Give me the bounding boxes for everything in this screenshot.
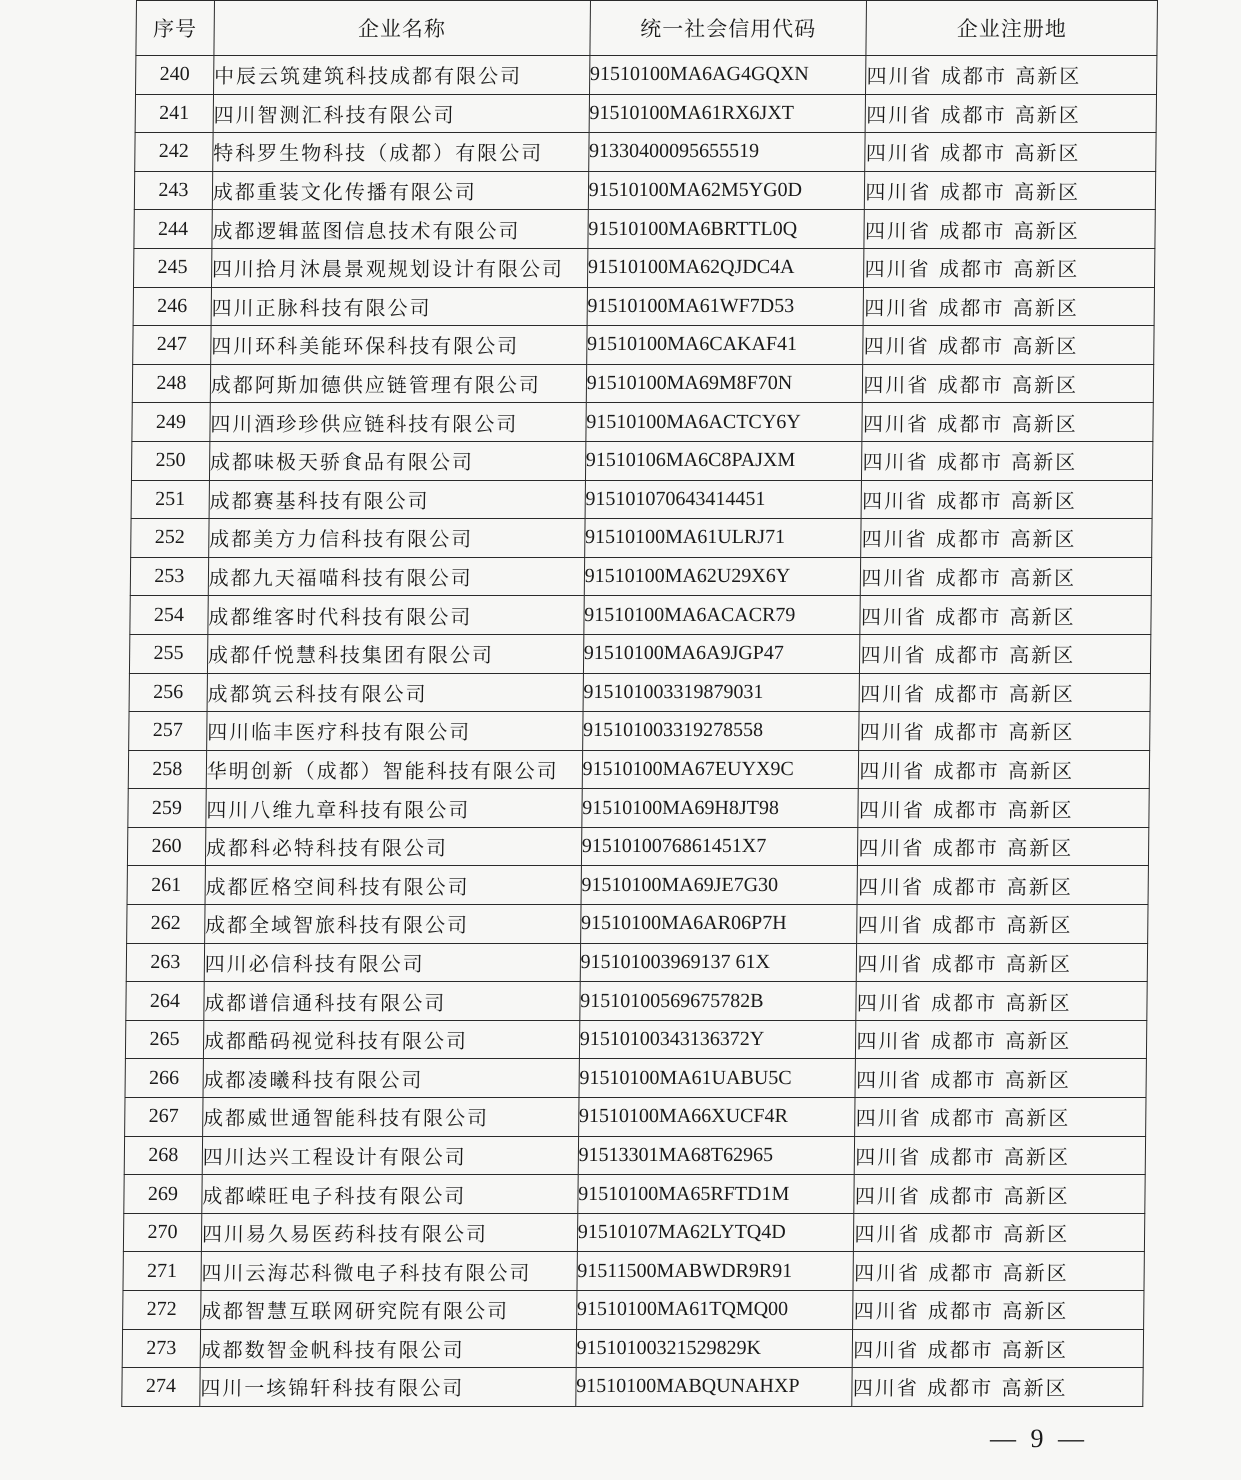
row-company-name: 四川临丰医疗科技有限公司 <box>206 712 582 751</box>
row-credit-code: 91510107MA62LYTQ4D <box>577 1213 854 1252</box>
row-serial: 268 <box>124 1136 202 1175</box>
row-credit-code: 91510100MA69H8JT98 <box>582 789 859 828</box>
header-serial: 序号 <box>136 1 214 56</box>
row-registration-place: 四川省 成都市 高新区 <box>859 750 1150 789</box>
row-registration-place: 四川省 成都市 高新区 <box>853 1329 1144 1368</box>
row-company-name: 华明创新（成都）智能科技有限公司 <box>206 750 582 789</box>
row-company-name: 成都美方力信科技有限公司 <box>208 519 584 558</box>
row-serial: 245 <box>133 248 211 287</box>
row-registration-place: 四川省 成都市 高新区 <box>859 673 1150 712</box>
row-company-name: 四川易久易医药科技有限公司 <box>201 1213 577 1252</box>
table-row <box>131 480 1152 519</box>
row-company-name: 四川酒珍珍供应链科技有限公司 <box>210 403 586 442</box>
row-credit-code: 91510100MA61TQMQ00 <box>576 1291 853 1330</box>
table-row <box>127 866 1148 905</box>
row-serial: 243 <box>134 171 212 210</box>
row-registration-place: 四川省 成都市 高新区 <box>862 403 1153 442</box>
row-registration-place: 四川省 成都市 高新区 <box>856 982 1147 1021</box>
row-serial: 247 <box>133 326 211 365</box>
row-company-name: 成都维客时代科技有限公司 <box>208 596 584 635</box>
row-registration-place: 四川省 成都市 高新区 <box>860 634 1151 673</box>
table-row <box>130 596 1151 635</box>
table-row <box>124 1175 1145 1214</box>
table-row <box>130 557 1151 596</box>
table-row <box>126 943 1147 982</box>
table-row <box>122 1368 1143 1407</box>
row-serial: 270 <box>123 1213 201 1252</box>
row-company-name: 四川拾月沐晨景观规划设计有限公司 <box>211 248 587 287</box>
row-serial: 241 <box>135 94 213 133</box>
row-company-name: 成都智慧互联网研究院有限公司 <box>200 1291 576 1330</box>
row-serial: 252 <box>131 519 209 558</box>
table-row <box>134 210 1155 249</box>
table-row <box>132 403 1153 442</box>
row-registration-place: 四川省 成都市 高新区 <box>856 1020 1147 1059</box>
row-serial: 242 <box>135 133 213 172</box>
row-company-name: 成都逻辑蓝图信息技术有限公司 <box>212 210 588 249</box>
table-row <box>133 287 1154 326</box>
row-credit-code: 91513301MA68T62965 <box>578 1136 855 1175</box>
row-serial: 259 <box>128 789 206 828</box>
row-serial: 271 <box>123 1252 201 1291</box>
row-registration-place: 四川省 成都市 高新区 <box>857 943 1148 982</box>
table-row <box>129 712 1150 751</box>
table-row <box>131 519 1152 558</box>
row-serial: 249 <box>132 403 210 442</box>
row-credit-code: 915101003969137 61X <box>580 943 857 982</box>
row-company-name: 中辰云筑建筑科技成都有限公司 <box>213 56 589 95</box>
row-registration-place: 四川省 成都市 高新区 <box>864 210 1155 249</box>
row-credit-code: 9151010076861451X7 <box>581 827 858 866</box>
row-credit-code: 91510100MA6ACTCY6Y <box>586 403 863 442</box>
row-company-name: 四川云海芯科微电子科技有限公司 <box>201 1252 577 1291</box>
row-registration-place: 四川省 成都市 高新区 <box>861 519 1152 558</box>
row-company-name: 特科罗生物科技（成都）有限公司 <box>213 133 589 172</box>
row-serial: 266 <box>125 1059 203 1098</box>
row-registration-place: 四川省 成都市 高新区 <box>855 1059 1146 1098</box>
row-credit-code: 91510100321529829K <box>576 1329 853 1368</box>
row-company-name: 成都科必特科技有限公司 <box>205 827 581 866</box>
row-company-name: 四川环科美能环保科技有限公司 <box>210 326 586 365</box>
table-row <box>128 789 1149 828</box>
row-registration-place: 四川省 成都市 高新区 <box>857 866 1148 905</box>
row-company-name: 成都仟悦慧科技集团有限公司 <box>207 634 583 673</box>
row-registration-place: 四川省 成都市 高新区 <box>855 1136 1146 1175</box>
row-credit-code: 91510100MA6ACACR79 <box>584 596 861 635</box>
row-company-name: 成都阿斯加德供应链管理有限公司 <box>210 364 586 403</box>
row-serial: 256 <box>129 673 207 712</box>
table-row <box>127 827 1148 866</box>
row-registration-place: 四川省 成都市 高新区 <box>861 480 1152 519</box>
row-credit-code: 91510106MA6C8PAJXM <box>585 441 862 480</box>
row-registration-place: 四川省 成都市 高新区 <box>863 364 1154 403</box>
table-row <box>135 94 1156 133</box>
row-registration-place: 四川省 成都市 高新区 <box>855 1098 1146 1137</box>
row-credit-code: 91510100MA6CAKAF41 <box>586 326 863 365</box>
row-credit-code: 91510100MA62U29X6Y <box>584 557 861 596</box>
table-row <box>123 1291 1144 1330</box>
header-registration-place: 企业注册地 <box>866 1 1157 56</box>
row-registration-place: 四川省 成都市 高新区 <box>865 133 1156 172</box>
row-company-name: 成都筑云科技有限公司 <box>207 673 583 712</box>
row-company-name: 成都九天福喵科技有限公司 <box>208 557 584 596</box>
row-company-name: 成都重装文化传播有限公司 <box>212 171 588 210</box>
row-credit-code: 91510100MA61ULRJ71 <box>584 519 861 558</box>
row-company-name: 成都味极天骄食品有限公司 <box>209 441 585 480</box>
header-credit-code: 统一社会信用代码 <box>590 1 867 56</box>
table-row <box>124 1136 1145 1175</box>
row-registration-place: 四川省 成都市 高新区 <box>858 789 1149 828</box>
table-row <box>129 634 1150 673</box>
row-serial: 274 <box>122 1368 200 1407</box>
page-number: — 9 — <box>990 1424 1088 1453</box>
header-company-name: 企业名称 <box>214 1 590 56</box>
row-company-name: 四川一垓锦轩科技有限公司 <box>200 1368 576 1407</box>
row-serial: 251 <box>131 480 209 519</box>
row-company-name: 成都匠格空间科技有限公司 <box>205 866 581 905</box>
table-row <box>122 1329 1143 1368</box>
row-credit-code: 91510100MA6AR06P7H <box>580 905 857 944</box>
row-registration-place: 四川省 成都市 高新区 <box>854 1175 1145 1214</box>
row-company-name: 四川八维九章科技有限公司 <box>206 789 582 828</box>
table-row <box>128 750 1149 789</box>
row-serial: 240 <box>136 56 214 95</box>
row-serial: 273 <box>122 1329 200 1368</box>
row-registration-place: 四川省 成都市 高新区 <box>863 326 1154 365</box>
row-company-name: 成都全域智旅科技有限公司 <box>204 905 580 944</box>
row-registration-place: 四川省 成都市 高新区 <box>863 287 1154 326</box>
table-row <box>125 1020 1146 1059</box>
table-row <box>133 248 1154 287</box>
row-credit-code: 91510100569675782B <box>579 982 856 1021</box>
row-serial: 255 <box>129 634 207 673</box>
row-credit-code: 91330400095655519 <box>588 133 865 172</box>
row-registration-place: 四川省 成都市 高新区 <box>857 905 1148 944</box>
table-row <box>126 982 1147 1021</box>
row-credit-code: 91510100343136372Y <box>579 1020 856 1059</box>
row-credit-code: 91510100MA66XUCF4R <box>578 1098 855 1137</box>
row-credit-code: 91510100MA62M5YG0D <box>588 171 865 210</box>
row-registration-place: 四川省 成都市 高新区 <box>864 248 1155 287</box>
row-credit-code: 91510100MA69JE7G30 <box>581 866 858 905</box>
row-serial: 269 <box>124 1175 202 1214</box>
row-credit-code: 91510100MA61WF7D53 <box>587 287 864 326</box>
row-credit-code: 915101070643414451 <box>585 480 862 519</box>
row-company-name: 四川必信科技有限公司 <box>204 943 580 982</box>
row-serial: 260 <box>127 827 205 866</box>
row-credit-code: 91510100MA61UABU5C <box>579 1059 856 1098</box>
table-row <box>123 1252 1144 1291</box>
row-credit-code: 91510100MA6BRTTL0Q <box>588 210 865 249</box>
table-row <box>127 905 1148 944</box>
row-serial: 262 <box>127 905 205 944</box>
row-credit-code: 91510100MA62QJDC4A <box>587 248 864 287</box>
row-serial: 265 <box>125 1020 203 1059</box>
row-credit-code: 91510100MA69M8F70N <box>586 364 863 403</box>
row-registration-place: 四川省 成都市 高新区 <box>852 1368 1143 1407</box>
row-company-name: 成都嵘旺电子科技有限公司 <box>202 1175 578 1214</box>
row-credit-code: 91511500MABWDR9R91 <box>577 1252 854 1291</box>
row-company-name: 成都数智金帆科技有限公司 <box>200 1329 576 1368</box>
row-company-name: 四川正脉科技有限公司 <box>211 287 587 326</box>
row-credit-code: 91510100MA6AG4GQXN <box>589 56 866 95</box>
row-serial: 248 <box>132 364 210 403</box>
enterprise-table <box>121 0 1158 1407</box>
row-credit-code: 91510100MA67EUYX9C <box>582 750 859 789</box>
row-serial: 254 <box>130 596 208 635</box>
row-serial: 244 <box>134 210 212 249</box>
row-registration-place: 四川省 成都市 高新区 <box>865 94 1156 133</box>
row-registration-place: 四川省 成都市 高新区 <box>853 1252 1144 1291</box>
table-header-row <box>136 1 1158 56</box>
row-serial: 272 <box>123 1291 201 1330</box>
row-serial: 250 <box>131 441 209 480</box>
row-serial: 267 <box>125 1098 203 1137</box>
row-registration-place: 四川省 成都市 高新区 <box>854 1213 1145 1252</box>
row-company-name: 四川达兴工程设计有限公司 <box>202 1136 578 1175</box>
table-row <box>125 1059 1146 1098</box>
row-credit-code: 915101003319278558 <box>582 712 859 751</box>
row-serial: 257 <box>129 712 207 751</box>
table-row <box>134 171 1155 210</box>
row-company-name: 成都酷码视觉科技有限公司 <box>203 1020 579 1059</box>
table-row <box>133 326 1154 365</box>
row-company-name: 成都赛基科技有限公司 <box>209 480 585 519</box>
row-company-name: 成都凌曦科技有限公司 <box>203 1059 579 1098</box>
row-registration-place: 四川省 成都市 高新区 <box>865 171 1156 210</box>
table-row <box>131 441 1152 480</box>
row-registration-place: 四川省 成都市 高新区 <box>859 712 1150 751</box>
table-body <box>122 56 1157 1407</box>
row-serial: 246 <box>133 287 211 326</box>
row-company-name: 四川智测汇科技有限公司 <box>213 94 589 133</box>
row-registration-place: 四川省 成都市 高新区 <box>866 56 1157 95</box>
table-row <box>136 56 1157 95</box>
table-row <box>132 364 1153 403</box>
row-registration-place: 四川省 成都市 高新区 <box>853 1291 1144 1330</box>
row-registration-place: 四川省 成都市 高新区 <box>860 596 1151 635</box>
row-credit-code: 91510100MA65RFTD1M <box>577 1175 854 1214</box>
row-registration-place: 四川省 成都市 高新区 <box>858 827 1149 866</box>
row-serial: 258 <box>128 750 206 789</box>
row-credit-code: 91510100MABQUNAHXP <box>575 1368 852 1407</box>
row-serial: 264 <box>126 982 204 1021</box>
row-serial: 253 <box>130 557 208 596</box>
row-company-name: 成都谱信通科技有限公司 <box>204 982 580 1021</box>
row-registration-place: 四川省 成都市 高新区 <box>861 557 1152 596</box>
row-registration-place: 四川省 成都市 高新区 <box>862 441 1153 480</box>
row-credit-code: 915101003319879031 <box>583 673 860 712</box>
row-serial: 263 <box>126 943 204 982</box>
table-row <box>129 673 1150 712</box>
row-credit-code: 91510100MA61RX6JXT <box>589 94 866 133</box>
row-company-name: 成都威世通智能科技有限公司 <box>202 1098 578 1137</box>
table-row <box>125 1098 1146 1137</box>
row-serial: 261 <box>127 866 205 905</box>
row-credit-code: 91510100MA6A9JGP47 <box>583 634 860 673</box>
table-row <box>135 133 1156 172</box>
table-row <box>123 1213 1144 1252</box>
